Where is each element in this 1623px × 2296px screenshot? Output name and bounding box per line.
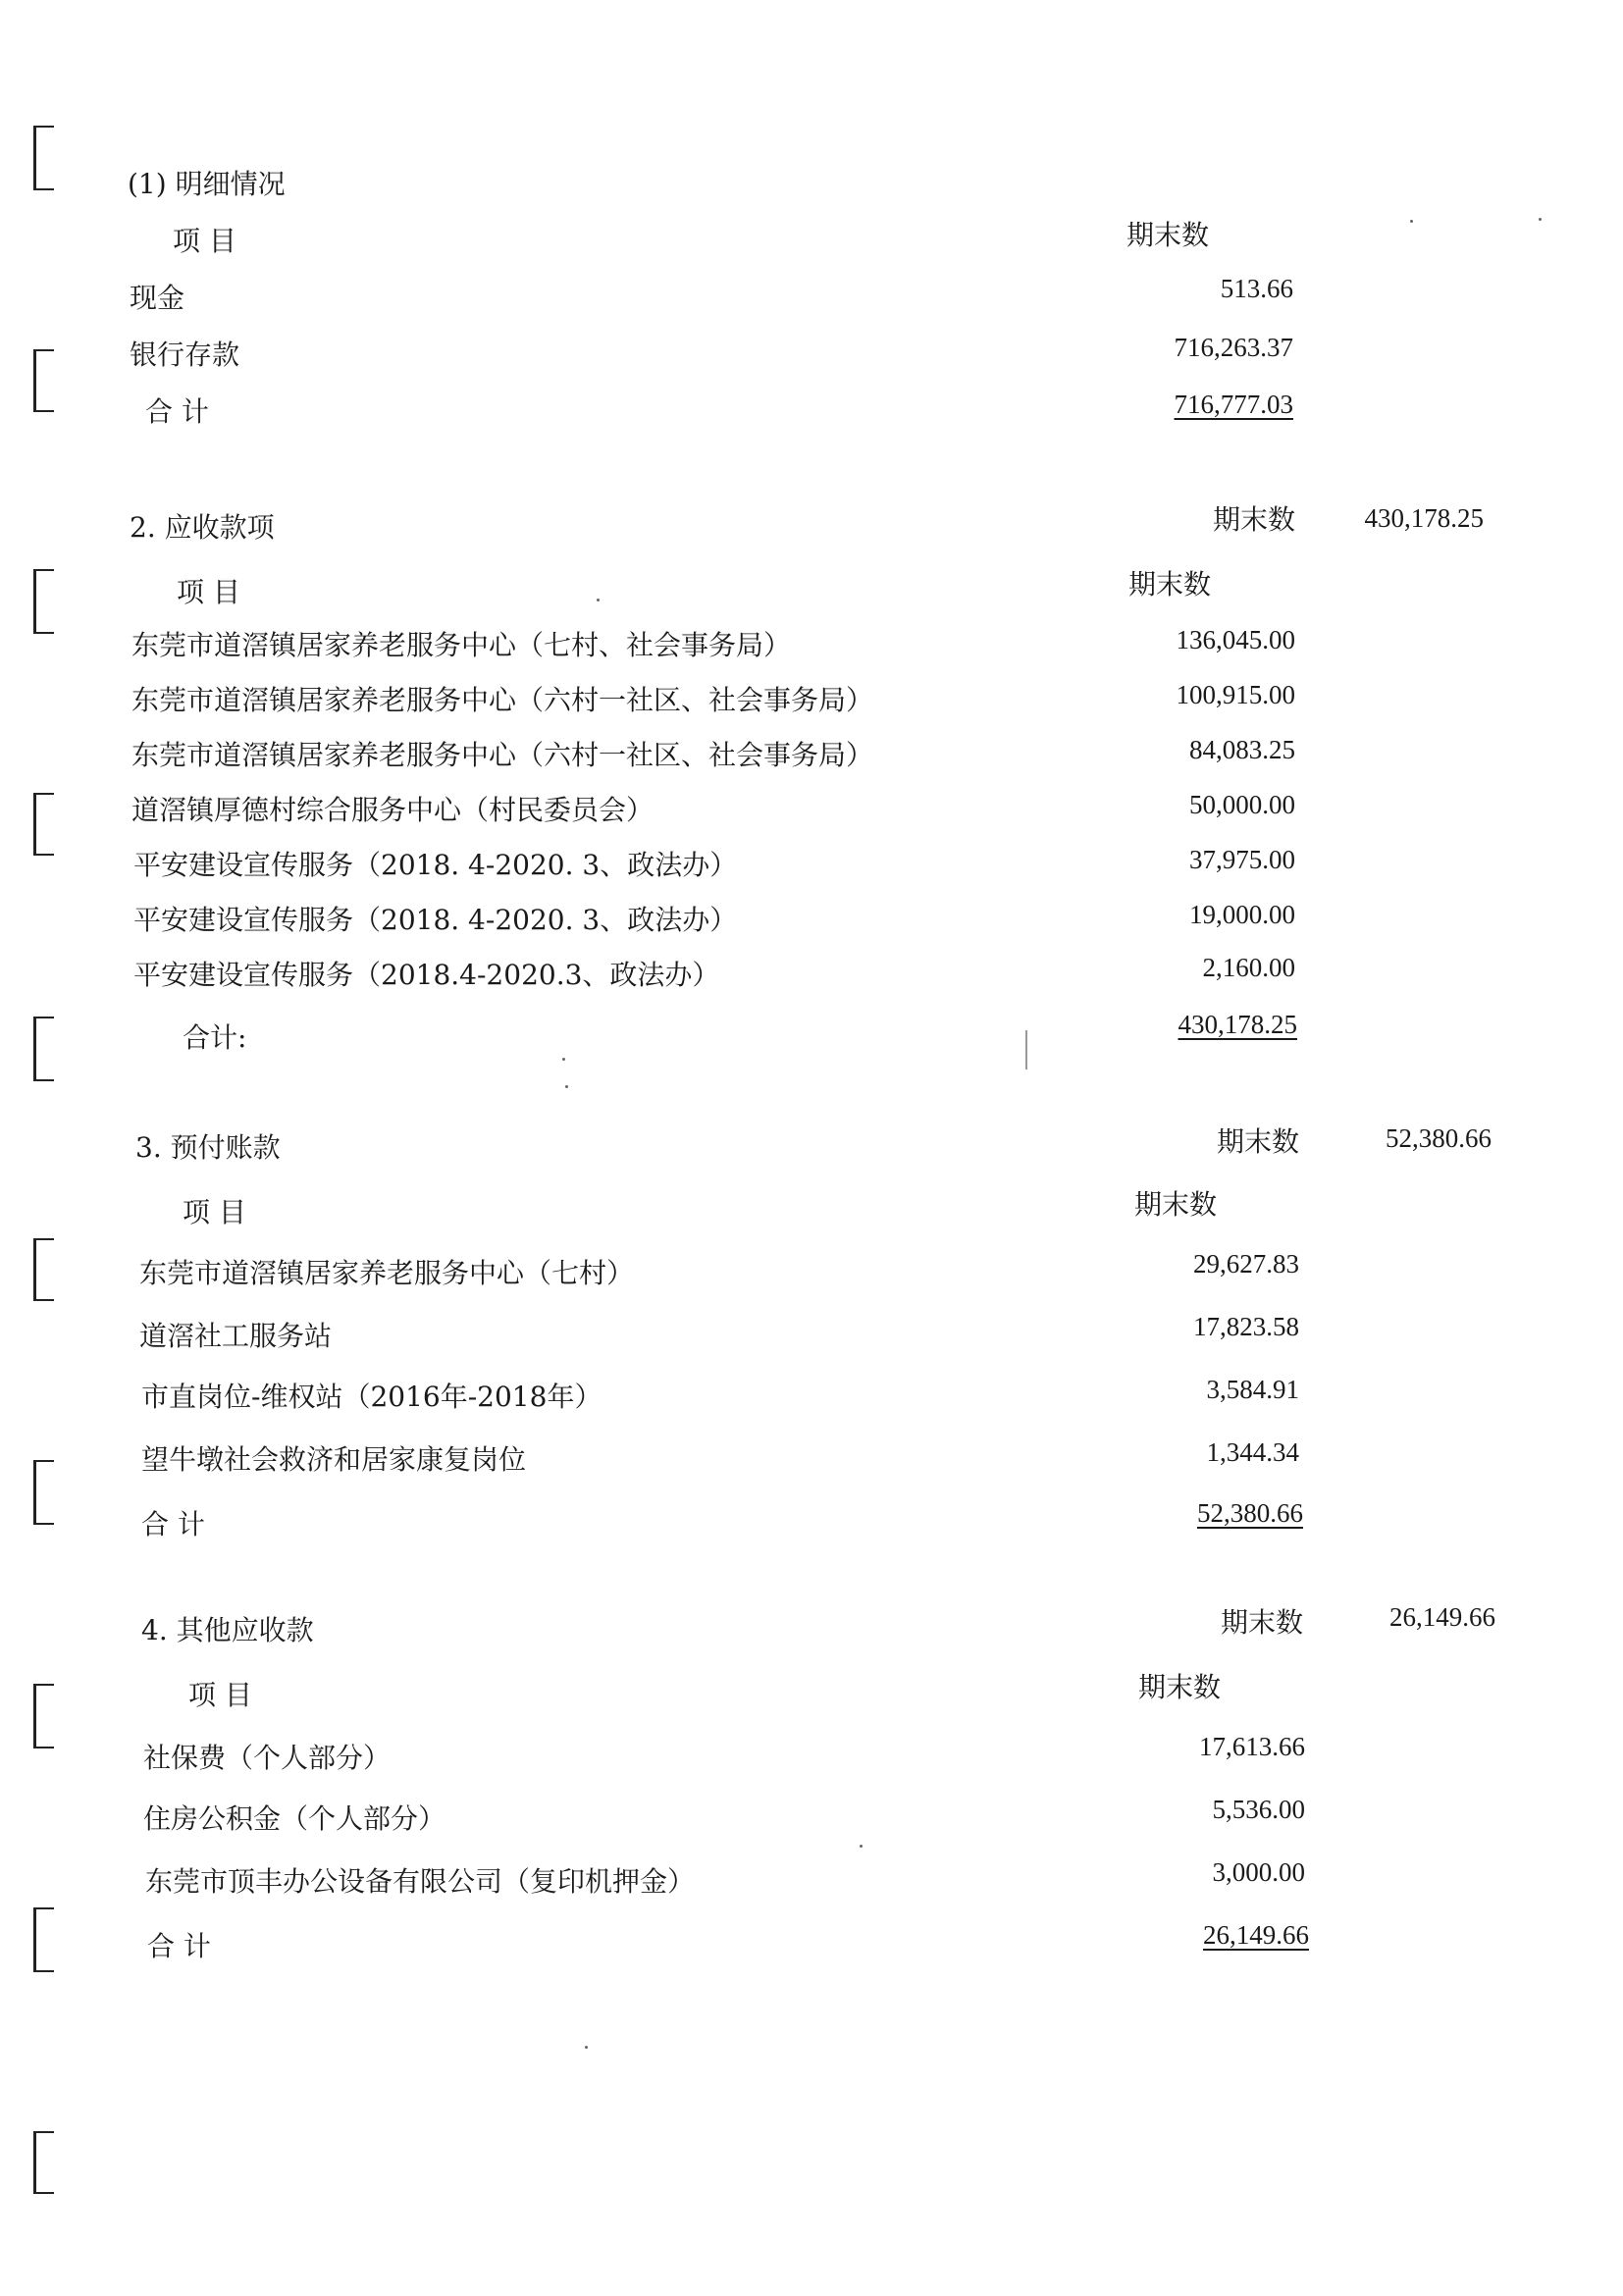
row-value: 3,000.00 <box>1212 1857 1305 1887</box>
total-value: 52,380.66 <box>1197 1498 1303 1528</box>
scan-speck <box>565 1085 568 1088</box>
summary-value: 26,149.66 <box>1389 1602 1495 1632</box>
binding-bracket <box>33 1907 54 1972</box>
binding-bracket <box>33 793 54 856</box>
column-header-item: 项 目 <box>183 1196 246 1228</box>
row-value: 5,536.00 <box>1212 1795 1305 1824</box>
row-label: 平安建设宣传服务（2018.4-2020.3、政法办） <box>133 959 720 991</box>
row-value: 3,584.91 <box>1206 1375 1299 1404</box>
binding-bracket <box>33 569 54 634</box>
binding-bracket <box>33 1017 54 1081</box>
row-label: 平安建设宣传服务（2018. 4-2020. 3、政法办） <box>133 849 738 881</box>
row-label: 东莞市道滘镇居家养老服务中心（七村） <box>139 1257 635 1289</box>
column-header-item: 项 目 <box>177 576 240 608</box>
section-heading: 2. 应收款项 <box>130 511 275 544</box>
summary-label: 期末数 <box>1221 1606 1304 1639</box>
summary-value: 52,380.66 <box>1386 1123 1492 1153</box>
summary-value: 430,178.25 <box>1364 503 1484 533</box>
row-label: 市直岗位-维权站（2016年-2018年） <box>141 1381 602 1413</box>
binding-bracket <box>33 1684 54 1748</box>
row-value: 716,263.37 <box>1174 333 1293 362</box>
binding-bracket <box>33 349 54 412</box>
summary-label: 期末数 <box>1213 503 1296 536</box>
column-header-value: 期末数 <box>1128 568 1212 600</box>
column-header-value: 期末数 <box>1138 1671 1222 1703</box>
total-value: 430,178.25 <box>1178 1010 1297 1039</box>
row-label: 道滘社工服务站 <box>139 1320 333 1352</box>
scan-speck <box>1025 1030 1027 1070</box>
row-value: 29,627.83 <box>1193 1249 1299 1278</box>
scan-speck <box>597 599 600 601</box>
row-value: 17,823.58 <box>1193 1312 1299 1341</box>
total-label: 合计: <box>183 1021 247 1054</box>
row-value: 2,160.00 <box>1202 953 1295 982</box>
row-value: 136,045.00 <box>1176 625 1295 654</box>
row-label: 东莞市道滘镇居家养老服务中心（六村一社区、社会事务局） <box>131 739 874 771</box>
row-label: 望牛墩社会救济和居家康复岗位 <box>141 1443 527 1476</box>
scan-speck <box>1539 218 1542 221</box>
scan-speck <box>1410 220 1413 223</box>
column-header-value: 期末数 <box>1126 219 1210 251</box>
row-value: 17,613.66 <box>1199 1732 1305 1761</box>
column-header-item: 项 目 <box>173 225 236 257</box>
row-value: 19,000.00 <box>1189 900 1295 929</box>
row-value: 50,000.00 <box>1189 790 1295 819</box>
total-label: 合 计 <box>141 1508 205 1540</box>
binding-bracket <box>33 1238 54 1301</box>
section-heading: 4. 其他应收款 <box>141 1614 314 1646</box>
row-value: 84,083.25 <box>1189 735 1295 764</box>
row-label: 东莞市顶丰办公设备有限公司（复印机押金） <box>145 1865 696 1898</box>
column-header-item: 项 目 <box>188 1679 252 1711</box>
section-heading: 3. 预付账款 <box>135 1131 281 1164</box>
binding-bracket <box>33 1460 54 1525</box>
row-value: 100,915.00 <box>1176 680 1295 709</box>
row-value: 513.66 <box>1220 274 1293 303</box>
binding-bracket <box>33 2131 54 2194</box>
scan-speck <box>860 1845 863 1848</box>
row-label: 平安建设宣传服务（2018. 4-2020. 3、政法办） <box>133 904 738 936</box>
row-label: 东莞市道滘镇居家养老服务中心（六村一社区、社会事务局） <box>131 684 874 716</box>
column-header-value: 期末数 <box>1134 1188 1218 1221</box>
total-label: 合 计 <box>145 395 209 428</box>
total-label: 合 计 <box>147 1930 211 1962</box>
row-label: 银行存款 <box>130 339 240 371</box>
row-label: 现金 <box>130 282 185 314</box>
scan-speck <box>585 2046 588 2049</box>
total-value: 26,149.66 <box>1203 1920 1309 1950</box>
scan-speck <box>562 1058 565 1061</box>
row-label: 东莞市道滘镇居家养老服务中心（七村、社会事务局） <box>131 629 792 661</box>
row-label: 住房公积金（个人部分） <box>143 1802 446 1835</box>
binding-bracket <box>33 126 54 190</box>
row-label: 社保费（个人部分） <box>143 1742 392 1774</box>
row-label: 道滘镇厚德村综合服务中心（村民委员会） <box>131 794 654 826</box>
section-heading: (1) 明细情况 <box>128 168 286 200</box>
total-value: 716,777.03 <box>1174 390 1293 419</box>
summary-label: 期末数 <box>1217 1125 1300 1158</box>
row-value: 1,344.34 <box>1206 1437 1299 1467</box>
row-value: 37,975.00 <box>1189 845 1295 874</box>
